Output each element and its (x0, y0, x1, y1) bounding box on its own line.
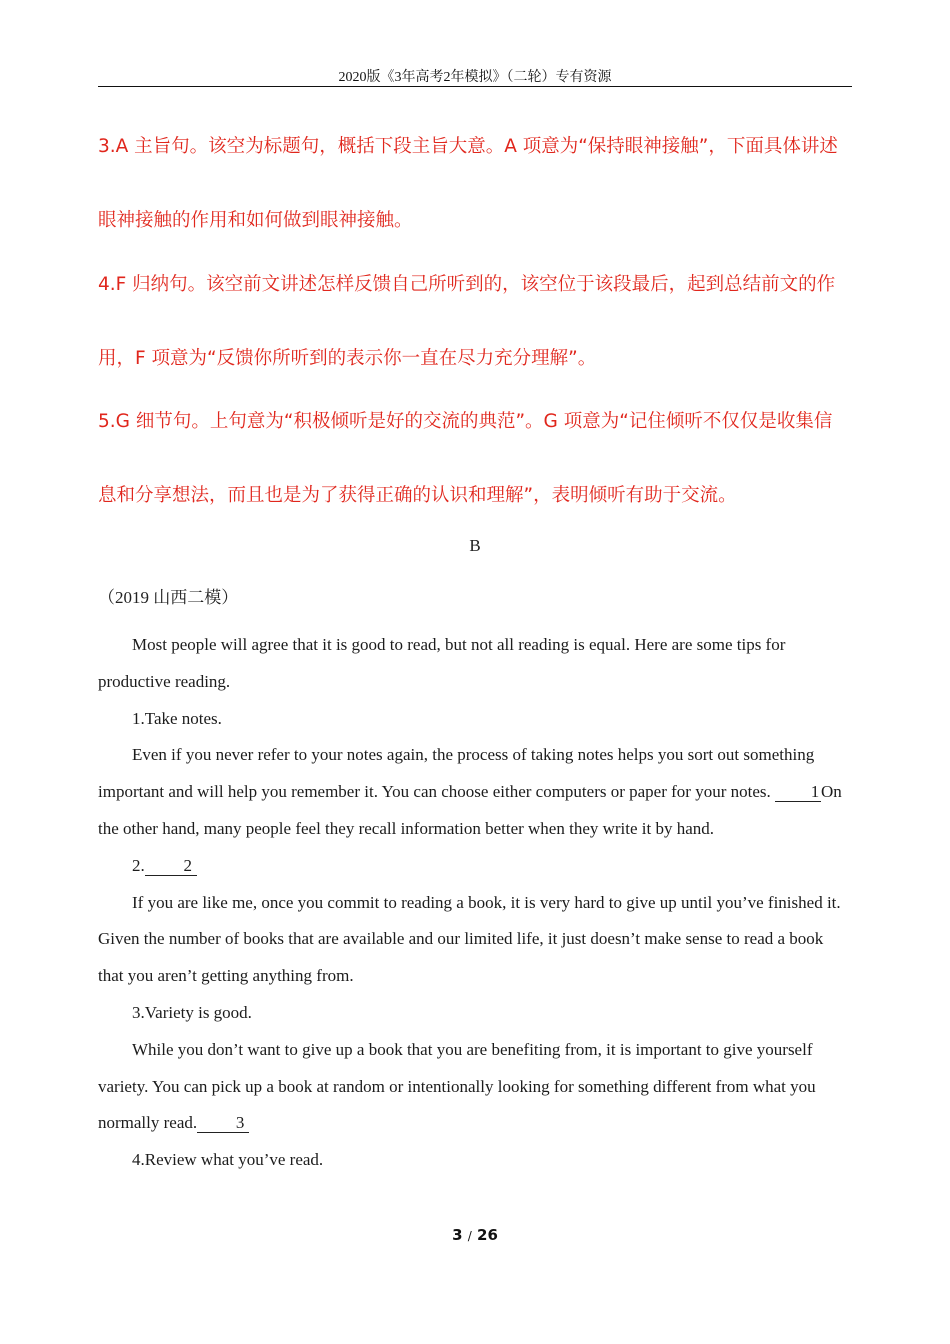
blank-3: 3 (197, 1114, 249, 1133)
blank-1: 1 (775, 783, 821, 802)
answer-5 (98, 385, 850, 533)
tip-1-text-before: Even if you never refer to your notes again, the process of taking notes helps you sort out something important and will help you remember it. You can choose either computers or paper for your notes. (98, 745, 815, 802)
tip-3-heading: 3.Variety is good. (132, 1002, 252, 1022)
tip-4-heading: 4.Review what you’ve read. (132, 1150, 324, 1170)
tip-1-text-after: On the other hand, many people feel they recall information better when they write it by hand. (98, 782, 842, 838)
tip-1-paragraph (98, 737, 850, 847)
tip-3-text: While you don’t want to give up a book that you are benefiting from, it is important to give yourself variety. You can pick up a book at random or intentionally looking for something different from what you normally read. (98, 1039, 816, 1133)
page-separator: / (467, 1229, 472, 1243)
reading-passage (98, 627, 850, 1179)
blank-2: 2 (145, 857, 197, 876)
tip-3-paragraph (98, 1032, 850, 1142)
answer-4 (98, 248, 850, 396)
page-number (0, 1226, 950, 1244)
total-pages: 26 (477, 1226, 498, 1244)
section-letter: B (469, 536, 481, 555)
page-header-title: 2020版《3年高考2年模拟》（二轮）专有资源 (338, 70, 612, 85)
passage-source: （2019 山西二模） (98, 588, 239, 607)
tip-2-heading (98, 848, 850, 885)
tip-2-paragraph: If you are like me, once you commit to reading a book, it is very hard to give up until you’ve finished it. Given the number of books that are available and our limited life, it just doesn’t make sense to read a book that you aren’t getting anything from. (98, 892, 841, 986)
answer-3-text: 3.A 主旨句。该空为标题句，概括下段主旨大意。A 项意为“保持眼神接触”，下面具体讲述眼神接触的作用和如何做到眼神接触。 (98, 136, 838, 231)
tip-2-number: 2. (132, 855, 145, 875)
current-page: 3 (452, 1226, 463, 1244)
header-divider (98, 86, 852, 87)
passage-intro: Most people will agree that it is good to read, but not all reading is equal. Here are some tips for productive reading. (98, 635, 786, 691)
tip-1-heading: 1.Take notes. (132, 708, 222, 728)
answer-3 (98, 110, 850, 258)
answer-4-text: 4.F 归纳句。该空前文讲述怎样反馈自己所听到的，该空位于该段最后，起到总结前文的作用，F 项意为“反馈你所听到的表示你一直在尽力充分理解”。 (98, 274, 836, 369)
answer-5-text: 5.G 细节句。上句意为“积极倾听是好的交流的典范”。G 项意为“记住倾听不仅仅是收集信息和分享想法，而且也是为了获得正确的认识和理解”，表明倾听有助于交流。 (98, 411, 833, 506)
